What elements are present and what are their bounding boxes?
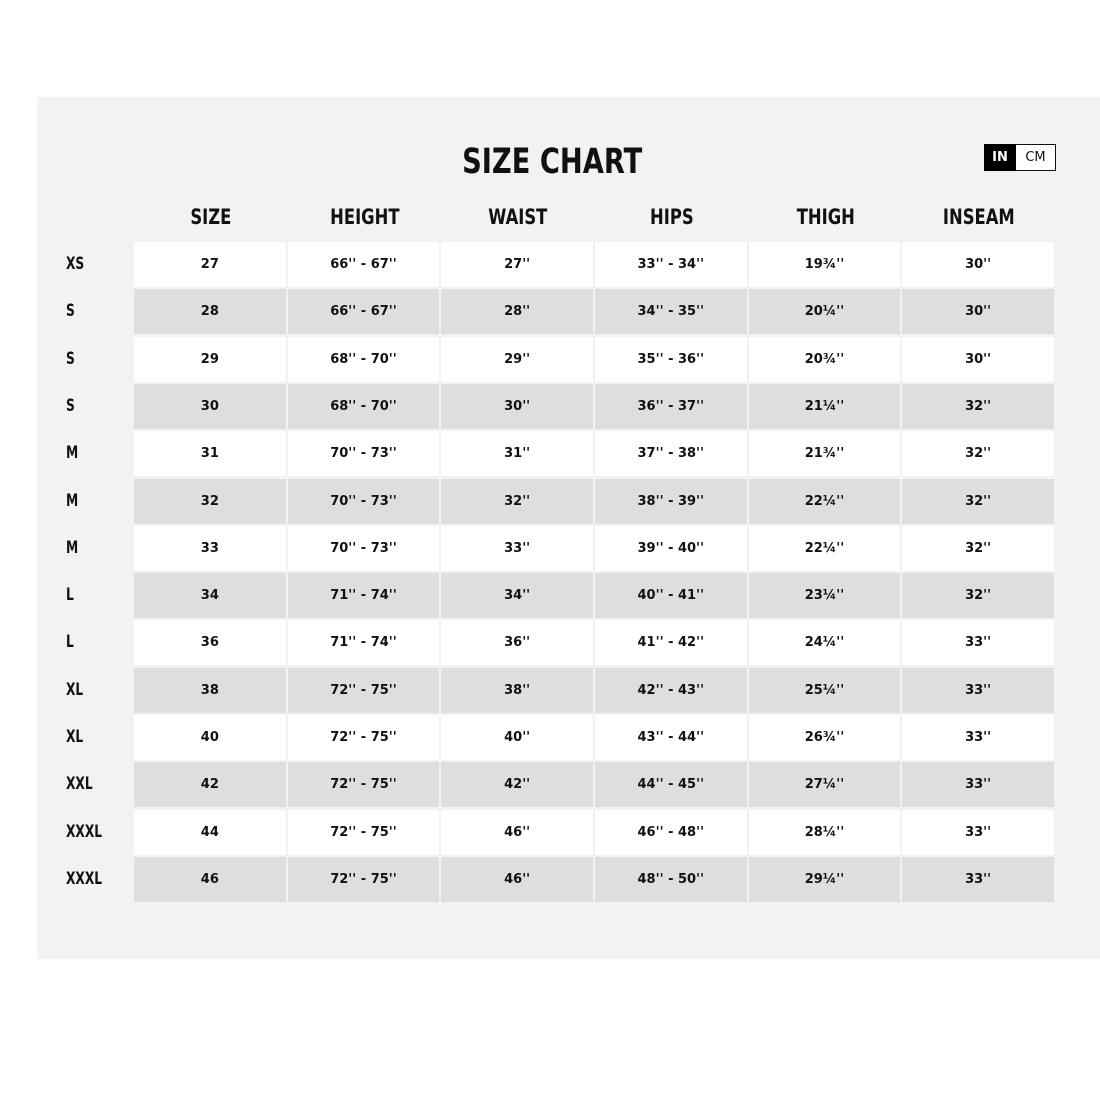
table-cell: 19¾'' [749, 242, 901, 287]
table-cell: 44'' - 45'' [595, 762, 747, 807]
column-header-size: SIZE [190, 205, 232, 229]
table-cell: 72'' - 75'' [288, 668, 440, 713]
row-size-label: XXXL [66, 868, 103, 889]
table-cell: 28'' [441, 289, 593, 334]
table-row [0, 620, 1100, 667]
table-cell: 46'' [441, 857, 593, 902]
table-cell: 29 [134, 337, 286, 382]
row-cells [134, 337, 1056, 382]
table-cell: 42'' [441, 762, 593, 807]
row-cells [134, 857, 1056, 902]
table-cell: 32'' [902, 479, 1054, 524]
table-cell: 46 [134, 857, 286, 902]
table-cell: 33'' [902, 668, 1054, 713]
table-row [0, 857, 1100, 904]
table-cell: 30'' [902, 242, 1054, 287]
row-cells [134, 715, 1056, 760]
row-size-label: XL [66, 679, 84, 700]
table-row [0, 668, 1100, 715]
table-cell: 44 [134, 810, 286, 855]
table-cell: 31 [134, 431, 286, 476]
table-cell: 22¼'' [749, 526, 901, 571]
table-cell: 40'' [441, 715, 593, 760]
table-cell: 72'' - 75'' [288, 857, 440, 902]
table-cell: 36'' - 37'' [595, 384, 747, 429]
table-cell: 34'' [441, 573, 593, 618]
table-cell: 36 [134, 620, 286, 665]
table-cell: 68'' - 70'' [288, 384, 440, 429]
row-size-label: M [66, 490, 79, 511]
table-cell: 72'' - 75'' [288, 810, 440, 855]
table-cell: 33'' [902, 620, 1054, 665]
column-header-height: HEIGHT [329, 205, 400, 229]
table-cell: 66'' - 67'' [288, 242, 440, 287]
table-cell: 20¼'' [749, 289, 901, 334]
unit-toggle [984, 144, 1056, 171]
table-cell: 27'' [441, 242, 593, 287]
table-cell: 72'' - 75'' [288, 762, 440, 807]
row-size-label: XXXL [66, 821, 103, 842]
row-size-label: XL [66, 727, 84, 747]
row-size-label: L [66, 632, 74, 653]
table-cell: 32 [134, 479, 286, 524]
table-cell: 32'' [902, 384, 1054, 429]
table-cell: 71'' - 74'' [288, 573, 440, 618]
table-cell: 29¼'' [749, 857, 901, 902]
row-cells [134, 289, 1056, 334]
table-cell: 34'' - 35'' [595, 289, 747, 334]
table-cell: 32'' [902, 573, 1054, 618]
table-header [134, 200, 1056, 234]
row-size-label: XXL [66, 774, 93, 795]
table-cell: 46'' [441, 810, 593, 855]
table-cell: 66'' - 67'' [288, 289, 440, 334]
table-row [0, 479, 1100, 526]
table-row [0, 573, 1100, 620]
table-row [0, 242, 1100, 289]
row-cells [134, 668, 1056, 713]
unit-in-button[interactable]: IN [984, 144, 1016, 171]
table-cell: 40'' - 41'' [595, 573, 747, 618]
table-cell: 33'' [902, 810, 1054, 855]
table-cell: 48'' - 50'' [595, 857, 747, 902]
table-cell: 34 [134, 573, 286, 618]
table-cell: 41'' - 42'' [595, 620, 747, 665]
table-cell: 28¼'' [749, 810, 901, 855]
column-header-thigh: THIGH [796, 205, 855, 229]
table-cell: 33'' [902, 857, 1054, 902]
table-cell: 27¼'' [749, 762, 901, 807]
table-cell: 25¼'' [749, 668, 901, 713]
table-cell: 31'' [441, 431, 593, 476]
row-size-label: M [66, 443, 79, 464]
table-row [0, 526, 1100, 573]
table-row [0, 289, 1100, 336]
row-cells [134, 431, 1056, 476]
table-cell: 32'' [902, 526, 1054, 571]
row-size-label: S [66, 348, 75, 369]
table-cell: 33'' [902, 762, 1054, 807]
table-cell: 39'' - 40'' [595, 526, 747, 571]
table-cell: 30'' [902, 289, 1054, 334]
table-cell: 27 [134, 242, 286, 287]
table-cell: 68'' - 70'' [288, 337, 440, 382]
row-cells [134, 620, 1056, 665]
table-cell: 26¾'' [749, 715, 901, 760]
table-cell: 71'' - 74'' [288, 620, 440, 665]
row-cells [134, 573, 1056, 618]
row-cells [134, 242, 1056, 287]
table-cell: 42 [134, 762, 286, 807]
table-cell: 32'' [902, 431, 1054, 476]
column-header-waist: WAIST [488, 205, 548, 229]
row-cells [134, 762, 1056, 807]
table-cell: 38'' - 39'' [595, 479, 747, 524]
table-cell: 37'' - 38'' [595, 431, 747, 476]
row-size-label: L [66, 585, 74, 606]
table-cell: 70'' - 73'' [288, 526, 440, 571]
table-row [0, 810, 1100, 857]
table-cell: 33 [134, 526, 286, 571]
row-cells [134, 810, 1056, 855]
table-cell: 38'' [441, 668, 593, 713]
row-size-label: XS [66, 254, 85, 274]
row-size-label: M [66, 537, 79, 558]
table-cell: 22¼'' [749, 479, 901, 524]
table-cell: 33'' - 34'' [595, 242, 747, 287]
table-cell: 30 [134, 384, 286, 429]
table-cell: 21¼'' [749, 384, 901, 429]
table-cell: 46'' - 48'' [595, 810, 747, 855]
column-header-hips: HIPS [649, 205, 694, 229]
row-size-label: S [66, 395, 75, 416]
table-cell: 30'' [441, 384, 593, 429]
table-cell: 40 [134, 715, 286, 760]
table-cell: 23¼'' [749, 573, 901, 618]
table-cell: 36'' [441, 620, 593, 665]
table-row [0, 715, 1100, 762]
table-cell: 28 [134, 289, 286, 334]
table-cell: 33'' [441, 526, 593, 571]
row-size-label: S [66, 301, 75, 322]
table-row [0, 431, 1100, 478]
row-cells [134, 384, 1056, 429]
table-cell: 70'' - 73'' [288, 431, 440, 476]
row-cells [134, 526, 1056, 571]
table-cell: 35'' - 36'' [595, 337, 747, 382]
table-cell: 43'' - 44'' [595, 715, 747, 760]
table-cell: 38 [134, 668, 286, 713]
table-cell: 20¾'' [749, 337, 901, 382]
table-cell: 42'' - 43'' [595, 668, 747, 713]
table-cell: 72'' - 75'' [288, 715, 440, 760]
table-cell: 33'' [902, 715, 1054, 760]
unit-cm-button[interactable]: CM [1016, 144, 1056, 171]
table-cell: 24¼'' [749, 620, 901, 665]
table-row [0, 337, 1100, 384]
table-cell: 32'' [441, 479, 593, 524]
table-cell: 30'' [902, 337, 1054, 382]
row-cells [134, 479, 1056, 524]
table-row [0, 384, 1100, 431]
table-cell: 21¾'' [749, 431, 901, 476]
column-header-inseam: INSEAM [943, 205, 1015, 229]
table-row [0, 762, 1100, 809]
table-cell: 29'' [441, 337, 593, 382]
page-title: SIZE CHART [462, 142, 643, 182]
table-cell: 70'' - 73'' [288, 479, 440, 524]
